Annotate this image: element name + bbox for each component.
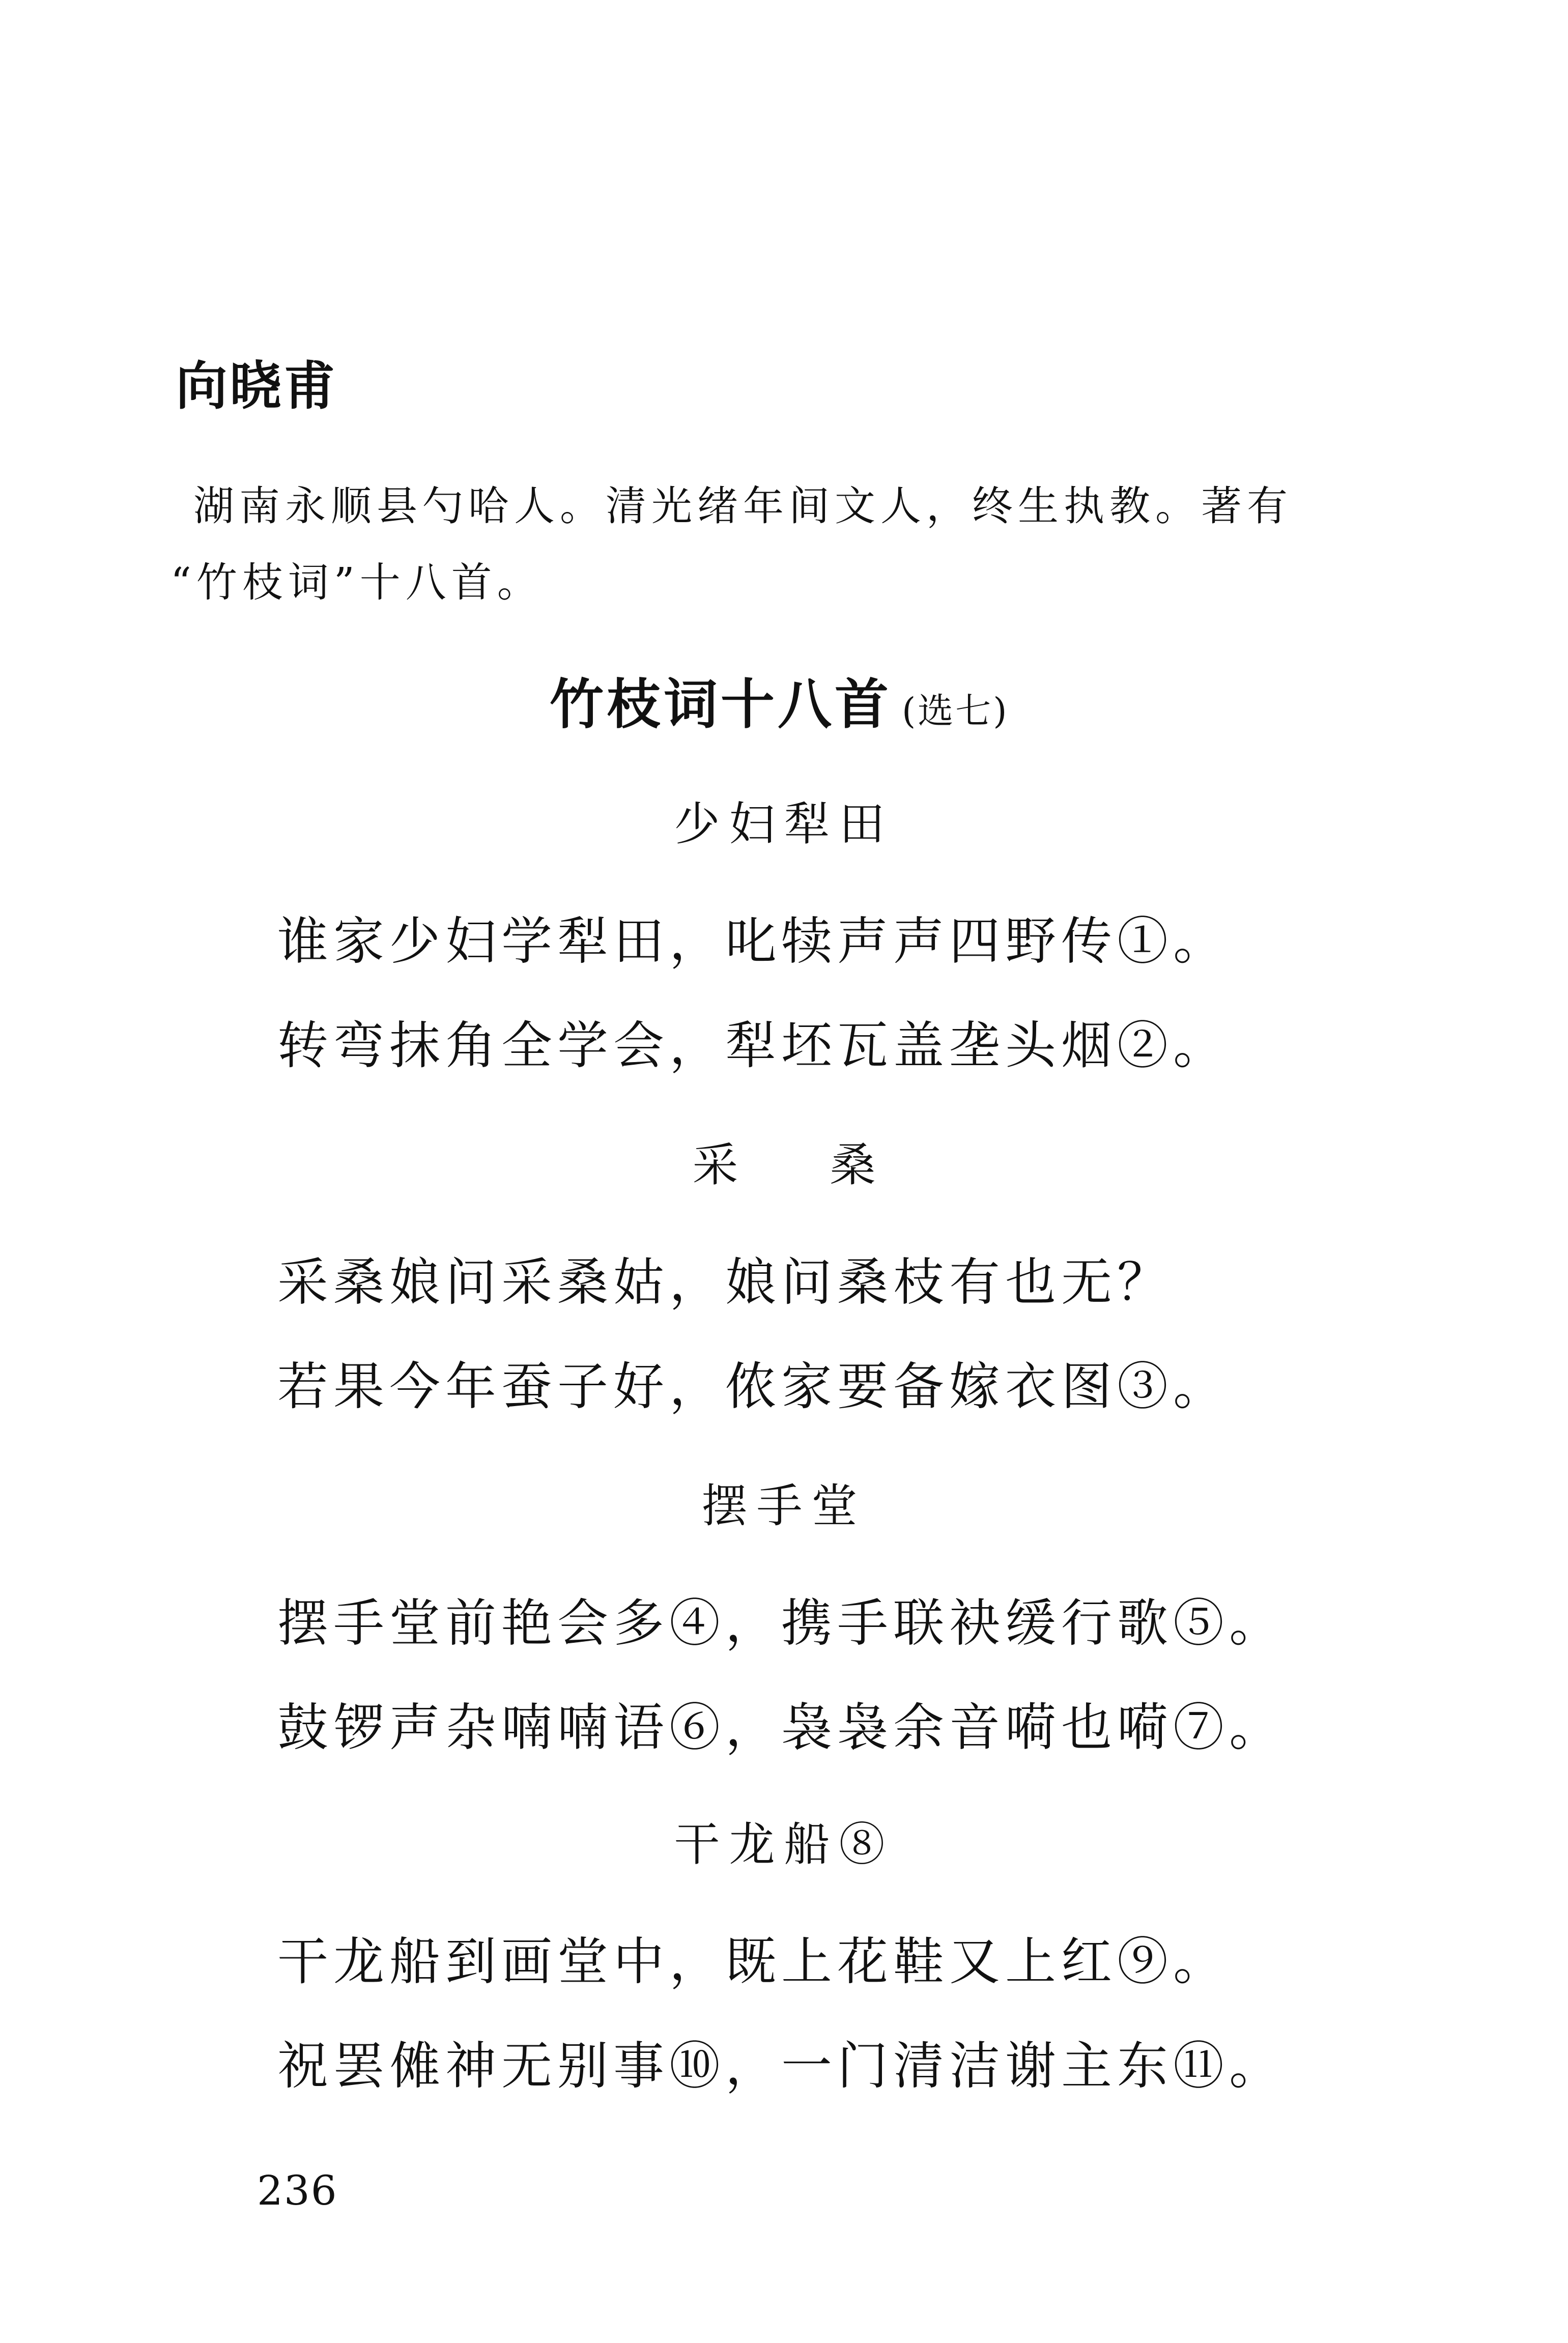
poem-1-line-1: 谁家少妇学犁田，叱犊声声四野传①。 [277,911,1229,971]
bio-line-1: 湖南永顺县勺哈人。清光绪年间文人，终生执教。著有 [193,482,1293,530]
poem-title-3: 摆手堂 [701,1479,867,1533]
bio-line-2: “竹枝词”十八首。 [170,559,543,606]
poem-title-1: 少妇犁田 [674,797,894,851]
page-number: 236 [257,2167,338,2214]
poem-2-line-1: 采桑娘问采桑姑，娘问桑枝有也无？ [277,1252,1173,1312]
poem-3-line-1: 摆手堂前艳会多④，携手联袂缓行歌⑤。 [277,1593,1285,1653]
author-bio [170,468,1364,621]
poem-2-line-2: 若果今年蚕子好，侬家要备嫁衣图③。 [277,1357,1229,1416]
poem-4-line-2: 祝罢傩神无别事⑩，一门清洁谢主东⑪。 [277,2036,1285,2096]
poem-3-line-2: 鼓锣声杂喃喃语⑥，袅袅余音嗬也嗬⑦。 [277,1698,1285,1757]
poem-collection-title-main: 竹枝词十八首 [550,673,892,736]
poem-collection-title-note: (选七) [902,690,1009,732]
poem-title-2: 采桑 [692,1138,967,1192]
poem-title-4: 干龙船⑧ [674,1818,894,1871]
poem-collection-title [550,672,1009,744]
poem-4-line-1: 干龙船到画堂中，既上花鞋又上红⑨。 [277,1932,1229,1991]
poem-1-line-2: 转弯抹角全学会，犁坯瓦盖垄头烟②。 [277,1016,1229,1075]
author-name: 向晓甫 [176,356,337,417]
